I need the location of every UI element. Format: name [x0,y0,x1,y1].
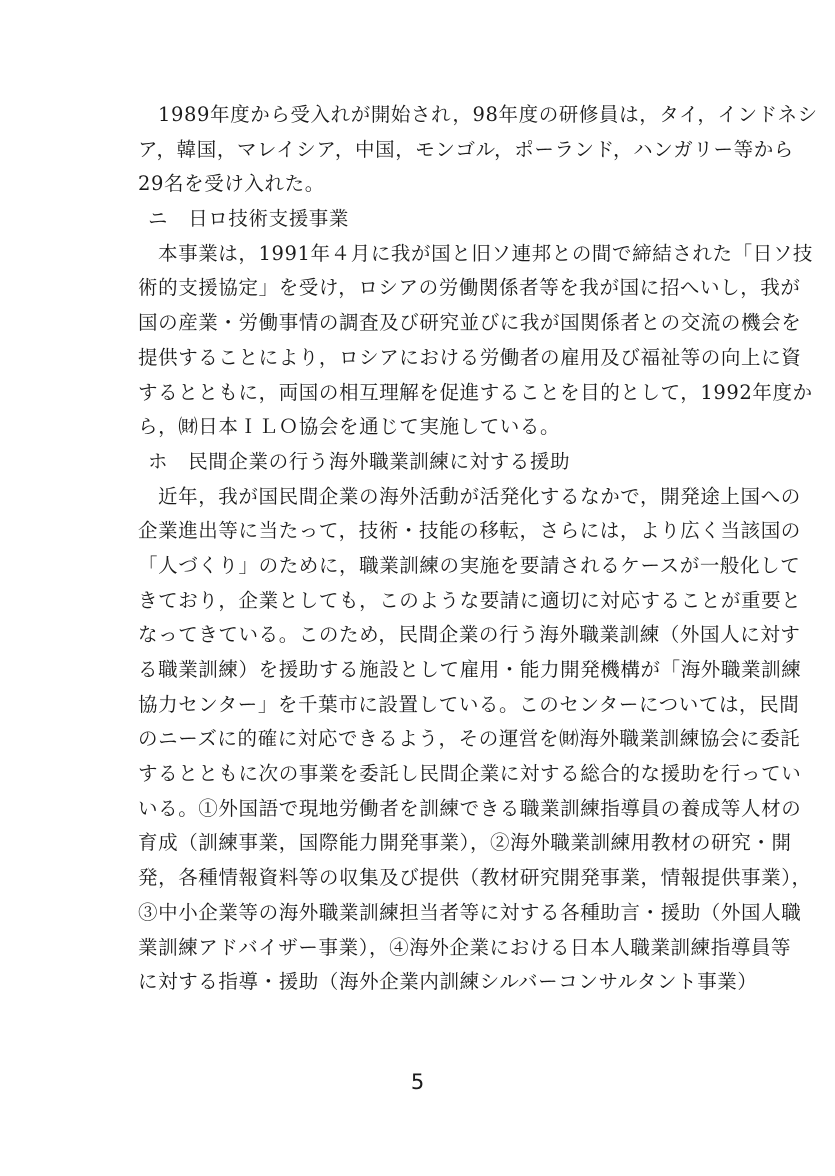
paragraph-line: 国の産業・労働事情の調査及び研究並びに我が国関係者との交流の機会を [138,311,802,335]
paragraph-line: 術的支援協定」を受け，ロシアの労働関係者等を我が国に招へいし，我が [138,276,801,300]
paragraph-line: なってきている。このため，民間企業の行う海外職業訓練（外国人に対す [138,623,801,647]
paragraph-line: するとともに次の事業を委託し民間企業に対する総合的な援助を行ってい [138,762,802,786]
paragraph-line: きており，企業としても，このような要請に適切に対応することが重要と [138,588,802,612]
paragraph-line: 29名を受け入れた。 [138,172,325,196]
paragraph-line: 本事業は，1991年４月に我が国と旧ソ連邦との間で締結された「日ソ技 [158,241,814,265]
paragraph-line: 提供することにより，ロシアにおける労働者の雇用及び福祉等の向上に資 [138,345,802,369]
paragraph-line: ら，㈶日本ＩＬＯ協会を通じて実施している。 [138,415,561,439]
paragraph-line: 企業進出等に当たって，技術・技能の移転，さらには，より広く当該国の [138,519,801,543]
paragraph-line: 近年，我が国民間企業の海外活動が活発化するなかで，開発途上国への [158,484,801,508]
page-number: 5 [410,1070,425,1094]
paragraph-line: するとともに，両国の相互理解を促進することを目的として，1992年度か [138,380,813,404]
paragraph-line: 育成（訓練事業，国際能力開発事業），②海外職業訓練用教材の研究・開 [138,831,792,855]
paragraph-line: のニーズに的確に対応できるよう，その運営を㈶海外職業訓練協会に委託 [138,727,801,751]
paragraph-line: 協力センター」を千葉市に設置している。このセンターについては，民間 [138,692,800,716]
paragraph-line: に対する指導・援助（海外企業内訓練シルバーコンサルタント事業） [138,970,758,994]
paragraph-line: る職業訓練）を援助する施設として雇用・能力開発機構が「海外職業訓練 [138,658,802,681]
section-heading-ni: ニ 日ロ技術支援事業 [148,207,350,231]
section-heading-ho: ホ 民間企業の行う海外職業訓練に対する援助 [148,449,571,473]
body-text [138,98,818,1000]
paragraph-line: 業訓練アドバイザー事業），④海外企業における日本人職業訓練指導員等 [138,935,792,959]
paragraph-line: いる。①外国語で現地労働者を訓練できる職業訓練指導員の養成等人材の [138,796,802,820]
paragraph-line: ③中小企業等の海外職業訓練担当者等に対する各種助言・援助（外国人職 [138,900,802,924]
paragraph-line: 「人づくり」のために，職業訓練の実施を要請されるケースが一般化して [138,553,801,577]
paragraph-line: ア，韓国，マレイシア，中国，モンゴル，ポーランド，ハンガリー等から [138,137,794,161]
paragraph-line: 発，各種情報資料等の収集及び提供（教材研究開発事業，情報提供事業）， [138,866,812,890]
paragraph-line: 1989年度から受入れが開始され，98年度の研修員は，タイ，インドネシ [158,103,818,126]
